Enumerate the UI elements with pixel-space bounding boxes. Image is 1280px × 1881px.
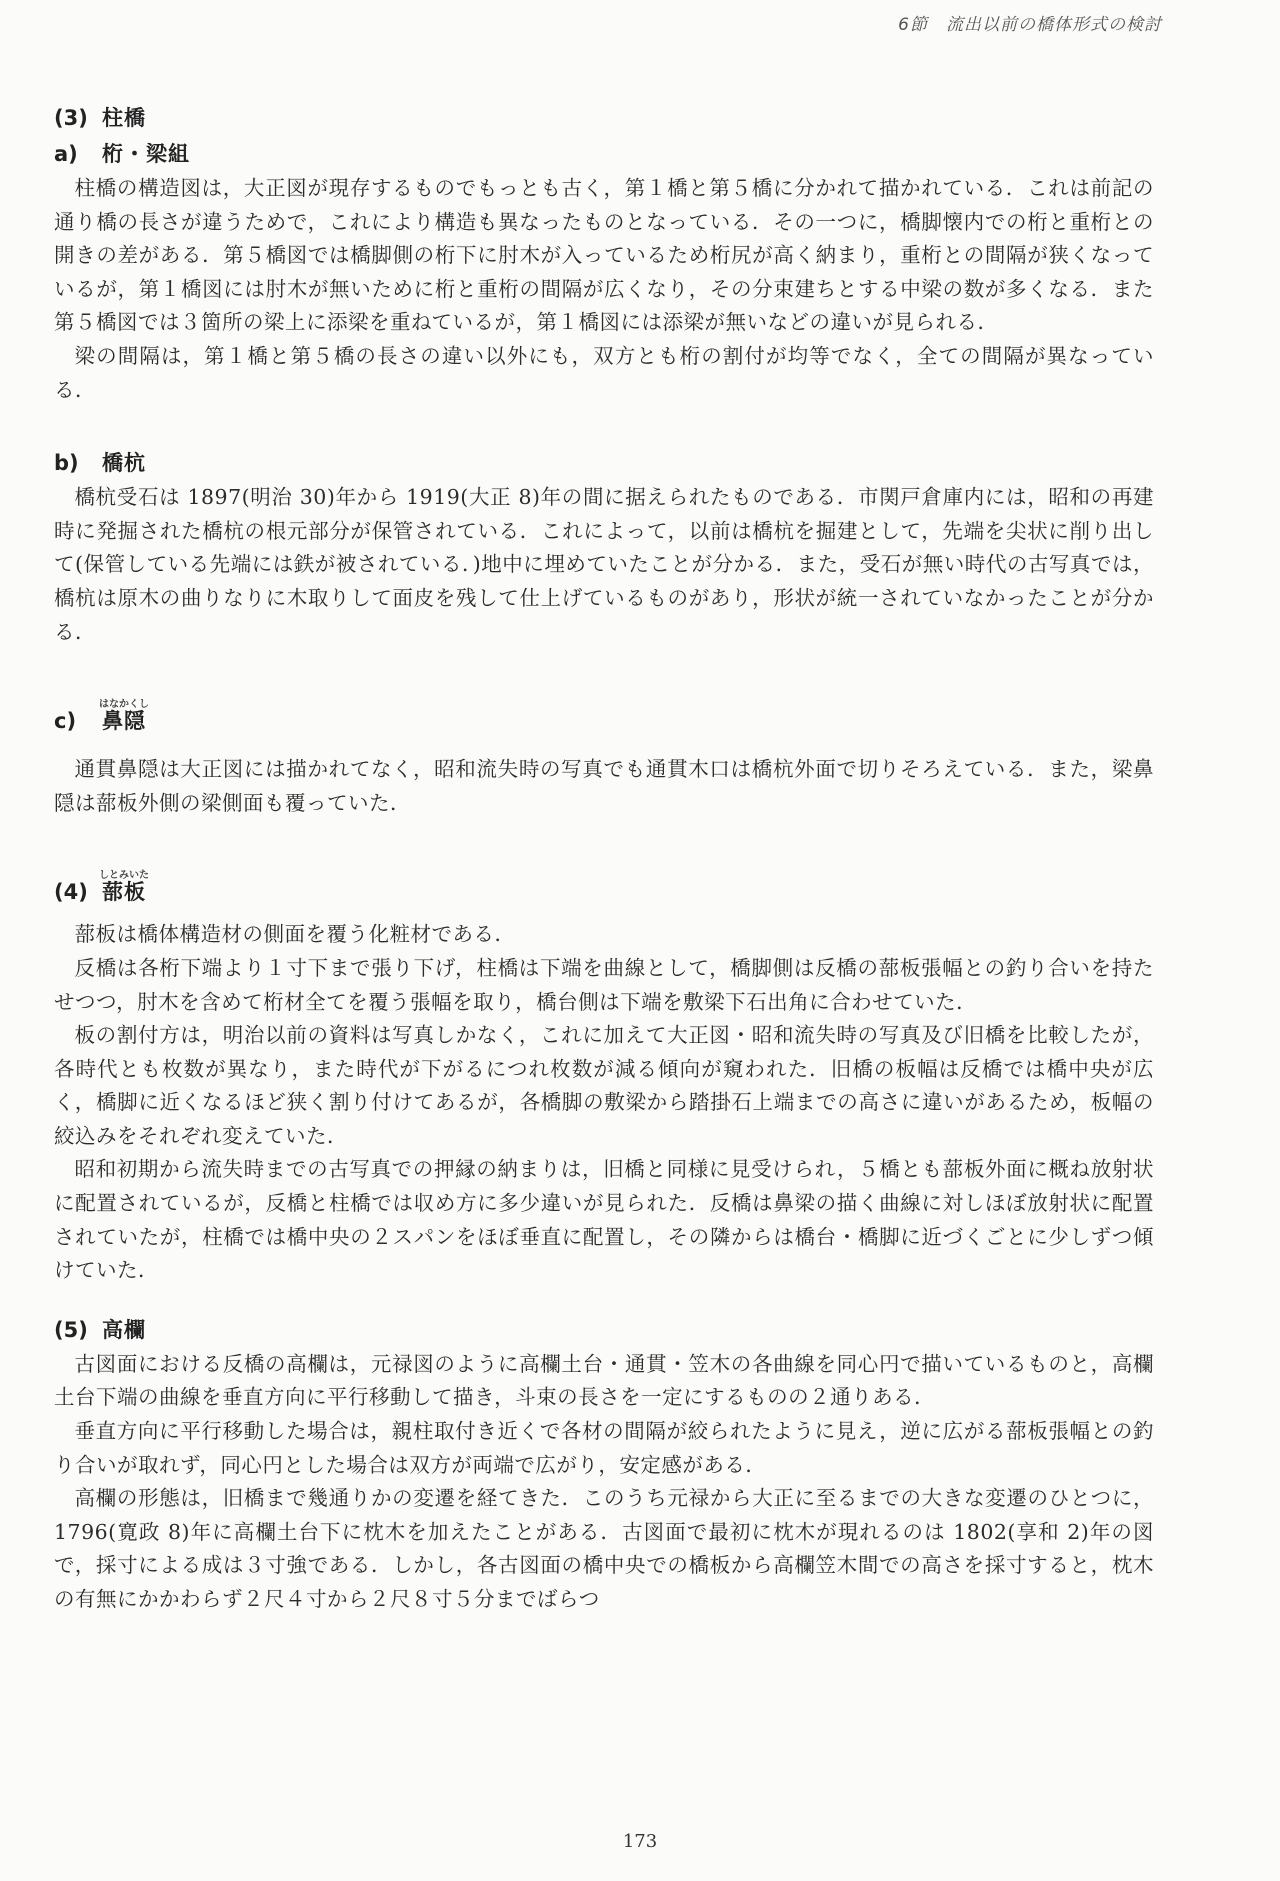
- subsection-title-text: 鼻隠: [102, 709, 146, 734]
- paragraph: 古図面における反橋の高欄は，元禄図のように高欄土台・通貫・笠木の各曲線を同心円で描いているものと，高欄土台下端の曲線を垂直方向に平行移動して描き，斗束の長さを一定にするものの２通りある．: [54, 1351, 1154, 1410]
- section-title: [99, 870, 149, 910]
- paragraph: 昭和初期から流失時までの古写真での押縁の納まりは，旧橋と同様に見受けられ，５橋とも蔀板外面に概ね放射状に配置されているが，反橋と柱橋では収め方に多少違いが見られた．反橋は鼻梁の描く曲線に対しほぼ放射状に配置されていたが，柱橋では橋中央の２スパンをほぼ垂直に配置し，その隣からは橋台・橋脚に近づくごとに少しずつ傾けていた．: [54, 1157, 1154, 1283]
- section-number: (3): [54, 106, 88, 130]
- subsection-c-heading: [54, 699, 1154, 739]
- subsection-title: [99, 699, 149, 739]
- running-header: 6節 流出以前の橋体形式の検討: [898, 15, 1162, 35]
- subsection-title: 橋杭: [102, 451, 146, 476]
- section-4-heading: [54, 870, 1154, 910]
- section-number: (5): [54, 1317, 88, 1342]
- section-5-heading: [54, 1312, 1154, 1348]
- paragraph: 板の割付方は，明治以前の資料は写真しかなく，これに加えて大正図・昭和流失時の写真及び旧橋を比較したが，各時代とも枚数が異なり，また時代が下がるにつれ枚数が減る傾向が窺われた．旧橋の板幅は反橋では橋中央が広く，橋脚に近くなるほど狭く割り付けてあるが，各橋脚の敷梁から踏掛石上端までの高さに違いがあるため，板幅の絞込みをそれぞれ変えていた．: [54, 1023, 1154, 1148]
- paragraph: 通貫鼻隠は大正図には描かれてなく，昭和流失時の写真でも通貫木口は橋杭外面で切りそろえている．また，梁鼻隠は蔀板外側の梁側面も覆っていた．: [54, 757, 1154, 815]
- paragraph: 反橋は各桁下端より１寸下まで張り下げ，柱橋は下端を曲線として，橋脚側は反橋の蔀板張幅との釣り合いを持たせつつ，肘木を含めて桁材全てを覆う張幅を取り，橋台側は下端を敷梁下石出角に合わせていた．: [54, 955, 1154, 1014]
- page-body: [54, 100, 1154, 1617]
- paragraph: 垂直方向に平行移動した場合は，親柱取付き近くで各材の間隔が絞られたように見え，逆に広がる蔀板張幅との釣り合いが取れず，同心円とした場合は双方が両端で広がり，安定感がある．: [54, 1419, 1154, 1477]
- subsection-number: c): [54, 709, 77, 734]
- subsection-number: a): [54, 142, 78, 166]
- subsection-number: b): [54, 451, 79, 476]
- section-title: 高欄: [102, 1317, 146, 1342]
- paragraph: 橋杭受石は 1897(明治 30)年から 1919(大正 8)年の間に据えられたものである．市関戸倉庫内には，昭和の再建時に発掘された橋杭の根元部分が保管されている．これによって，以前は橋杭を掘建として，先端を尖状に削り出して(保管している先端には鉄が被されている．)地中に埋めていたことが分かる．また，受石が無い時代の古写真では，橋杭は原木の曲りなりに木取りして面皮を残して仕上げているものがあり，形状が統一されていなかったことが分かる．: [54, 485, 1154, 644]
- paragraph: 蔀板は橋体構造材の側面を覆う化粧材である．: [74, 922, 516, 947]
- page-number: 173: [622, 1831, 658, 1852]
- paragraph: 高欄の形態は，旧橋まで幾通りかの変遷を経てきた．このうち元禄から大正に至るまでの大きな変遷のひとつに，1796(寛政 8)年に高欄土台下に枕木を加えたことがある．古図面で最初に枕木が現れるのは 1802(享和 2)年の図で，採寸による成は３寸強である．しかし，各古図面の橋中央での橋板から高欄笠木間での高さを採寸すると，枕木の有無にかかわらず２尺４寸から２尺８寸５分までばらつ: [54, 1486, 1154, 1611]
- paragraph: 柱橋の構造図は，大正図が現存するものでもっとも古く，第１橋と第５橋に分かれて描かれている．これは前記の通り橋の長さが違うためで，これにより構造も異なったものとなっている．その一つに，橋脚懐内での桁と重桁との開きの差がある．第５橋図では橋脚側の桁下に肘木が入っているため桁尻が高く納まり，重桁との間隔が狭くなっているが，第１橋図には肘木が無いために桁と重桁の間隔が広くなり，その分束建ちとする中梁の数が多くなる．また第５橋図では３箇所の梁上に添梁を重ねているが，第１橋図には添梁が無いなどの違いが見られる．: [54, 176, 1154, 335]
- subsection-b-heading: [54, 445, 1154, 481]
- section-title-text: 蔀板: [102, 880, 146, 905]
- ruby-reading: しとみいた: [99, 870, 149, 882]
- paragraph: 梁の間隔は，第１橋と第５橋の長さの違い以外にも，双方とも桁の割付が均等でなく，全ての間隔が異なっている．: [54, 343, 1154, 402]
- subsection-a-heading: [54, 136, 1154, 172]
- section-3-heading: [54, 100, 1154, 136]
- ruby-reading: はなかくし: [99, 699, 149, 711]
- subsection-title: 桁・梁組: [102, 142, 190, 166]
- section-number: (4): [54, 880, 88, 905]
- section-title: 柱橋: [102, 106, 146, 130]
